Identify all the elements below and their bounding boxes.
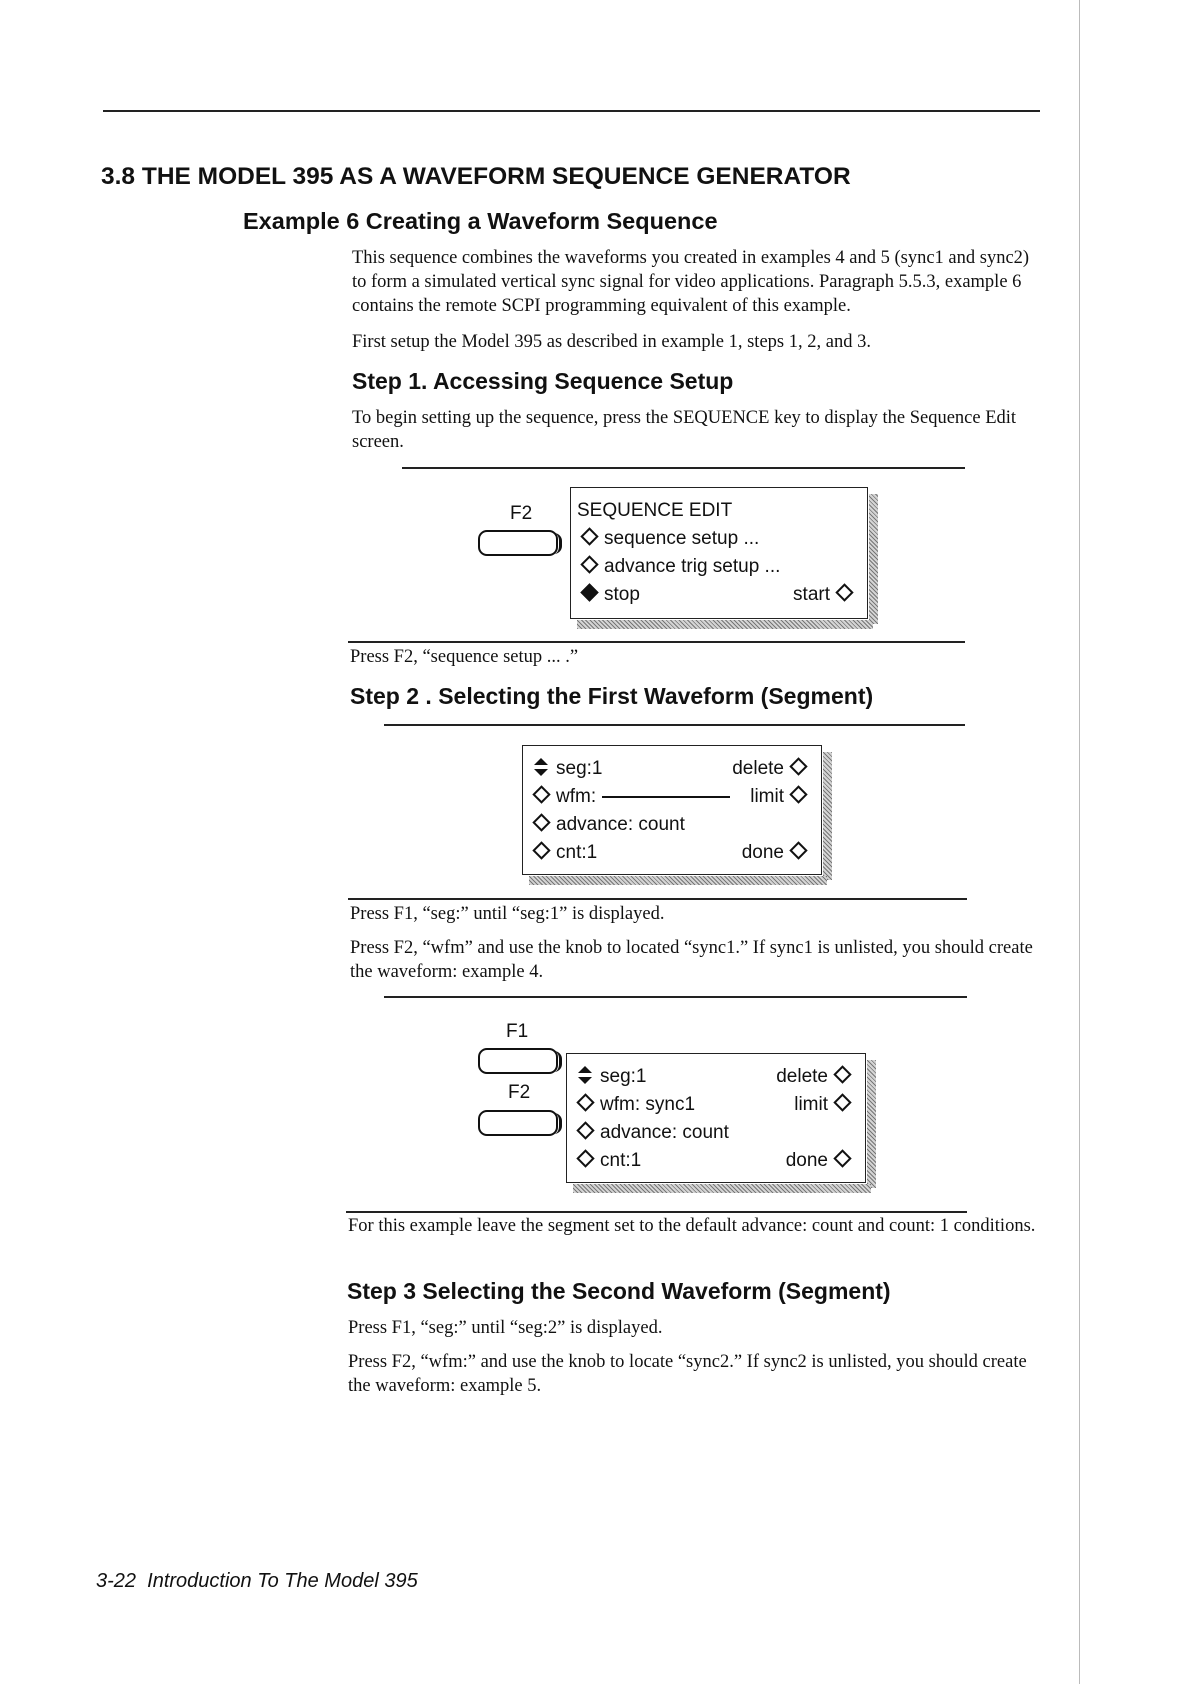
step3-text1: Press F1, “seg:” until “seg:2” is displayed. — [348, 1318, 663, 1338]
diamond-icon — [576, 1094, 594, 1112]
f2-key[interactable] — [478, 530, 558, 556]
wfm-item[interactable]: wfm: — [556, 786, 597, 807]
up-down-arrow-icon — [577, 1065, 593, 1085]
step1-key-label: F2 — [510, 503, 533, 524]
limit-item[interactable]: limit — [750, 786, 784, 807]
step2-bottom-rule — [348, 898, 967, 900]
diamond-icon — [835, 584, 853, 602]
cnt-item[interactable]: cnt:1 — [600, 1150, 642, 1171]
example-heading: Example 6 Creating a Waveform Sequence — [243, 208, 718, 234]
step2b-caption: For this example leave the segment set to the default advance: count and count: 1 conditions. — [348, 1216, 1036, 1236]
advance-item[interactable]: advance: count — [556, 814, 685, 835]
step1-text: To begin setting up the sequence, press the SEQUENCE key to display the Sequence Edit screen. — [352, 408, 1017, 452]
screen-title: SEQUENCE EDIT — [577, 500, 733, 521]
seg-item[interactable]: seg:1 — [600, 1066, 647, 1087]
diamond-icon — [833, 1066, 851, 1084]
sequence-setup-item[interactable]: sequence setup ... — [604, 528, 760, 549]
step2-caption2: Press F2, “wfm” and use the knob to located “sync1.” If sync1 is unlisted, you should create the waveform: example 4. — [350, 938, 1033, 982]
step1-bottom-rule — [348, 641, 965, 643]
delete-item[interactable]: delete — [776, 1066, 828, 1087]
setup-note: First setup the Model 395 as described in example 1, steps 1, 2, and 3. — [352, 332, 871, 352]
limit-item[interactable]: limit — [794, 1094, 828, 1115]
step1-heading: Step 1. Accessing Sequence Setup — [352, 368, 734, 394]
f1-key-label: F1 — [506, 1021, 529, 1042]
segment-screen-2 — [566, 1053, 866, 1183]
footer-title: Introduction To The Model 395 — [147, 1570, 418, 1592]
diamond-icon — [789, 758, 807, 776]
done-item[interactable]: done — [741, 842, 784, 863]
diamond-icon — [576, 1150, 594, 1168]
f1-key[interactable] — [478, 1048, 558, 1074]
step1-top-rule — [402, 467, 965, 469]
step2b-top-rule — [384, 996, 967, 998]
step2-top-rule — [384, 724, 965, 726]
diamond-icon — [580, 556, 598, 574]
delete-item[interactable]: delete — [732, 758, 784, 779]
diamond-icon — [789, 786, 807, 804]
diamond-icon — [532, 814, 550, 832]
step2-heading: Step 2 . Selecting the First Waveform (Segment) — [350, 683, 874, 709]
f2-key-label: F2 — [508, 1082, 531, 1103]
section-heading: 3.8 THE MODEL 395 AS A WAVEFORM SEQUENCE GENERATOR — [101, 163, 851, 190]
page-edge-line — [1079, 0, 1080, 1684]
wfm-item[interactable]: wfm: sync1 — [600, 1094, 696, 1115]
done-item[interactable]: done — [785, 1150, 828, 1171]
cnt-item[interactable]: cnt:1 — [556, 842, 598, 863]
segment-screen-1 — [522, 745, 822, 875]
diamond-icon — [580, 528, 598, 546]
advance-item[interactable]: advance: count — [600, 1122, 729, 1143]
footer — [96, 1570, 418, 1593]
seg-item[interactable]: seg:1 — [556, 758, 603, 779]
f2-key[interactable] — [478, 1110, 558, 1136]
step3-text2: Press F2, “wfm:” and use the knob to locate “sync2.” If sync2 is unlisted, you should create the waveform: example 5. — [348, 1352, 1027, 1396]
top-rule — [103, 110, 1040, 112]
step2-caption1: Press F1, “seg:” until “seg:1” is displayed. — [350, 904, 665, 924]
stop-item[interactable]: stop — [604, 584, 640, 605]
step1-caption: Press F2, “sequence setup ... .” — [350, 647, 579, 667]
up-down-arrow-icon — [533, 757, 549, 777]
diamond-icon — [789, 842, 807, 860]
diamond-icon — [833, 1094, 851, 1112]
diamond-icon — [532, 842, 550, 860]
start-item[interactable]: start — [793, 584, 830, 605]
step3-heading: Step 3 Selecting the Second Waveform (Segment) — [347, 1278, 891, 1304]
intro-paragraph: This sequence combines the waveforms you created in examples 4 and 5 (sync1 and sync2) to form a simulated vertical sync signal for video applications. Paragraph 5.5.3, example 6 contains the remote SCPI programming equivalent of this example. — [352, 248, 1030, 316]
diamond-icon — [576, 1122, 594, 1140]
advance-trig-setup-item[interactable]: advance trig setup ... — [604, 556, 781, 577]
diamond-icon — [833, 1150, 851, 1168]
wfm-blank-line — [602, 796, 730, 798]
filled-diamond-icon — [580, 584, 598, 602]
step2b-bottom-rule — [346, 1211, 967, 1213]
page-number: 3-22 — [96, 1570, 137, 1592]
sequence-edit-screen — [570, 487, 868, 619]
diamond-icon — [532, 786, 550, 804]
